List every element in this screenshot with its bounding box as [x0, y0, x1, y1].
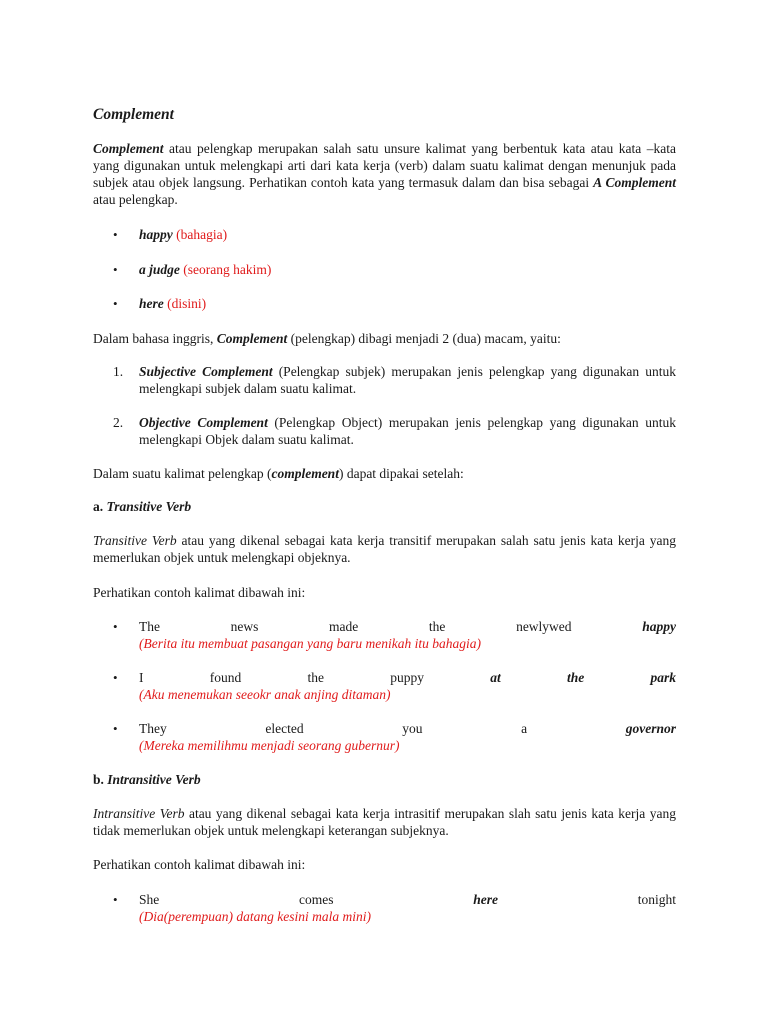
bullet-icon: • [113, 670, 118, 685]
section-letter: b. [93, 772, 108, 787]
sentence-line [139, 891, 676, 908]
bullet-icon: • [113, 262, 118, 277]
example-sentence [139, 618, 676, 652]
example-word: a judge [139, 262, 180, 277]
section-heading-transitive [93, 498, 676, 515]
intransitive-definition [93, 805, 676, 839]
sentence-word: a [521, 721, 528, 736]
bullet-icon: • [113, 619, 118, 634]
section-heading-intransitive [93, 771, 676, 788]
sentence-word: puppy [390, 670, 424, 685]
bullet-icon: • [113, 296, 118, 311]
intro-text-2: atau pelengkap. [93, 192, 178, 207]
complement-word: the [566, 670, 585, 685]
sentence-word: you [402, 721, 423, 736]
section-title: Intransitive Verb [107, 772, 201, 787]
sentence-line [139, 618, 676, 635]
usage-term: complement [271, 466, 339, 481]
example-translation: (seorang hakim) [179, 262, 272, 277]
example-item [139, 226, 676, 243]
bullet-icon: • [113, 721, 118, 736]
division-text-1: Dalam bahasa inggris, [93, 331, 217, 346]
list-item [139, 414, 676, 448]
division-term: Complement [216, 331, 288, 346]
sentence-line [139, 669, 676, 686]
list-item [139, 363, 676, 397]
sentence-word: made [329, 619, 359, 634]
sentence-word: found [209, 670, 242, 685]
sentence-word: news [230, 619, 259, 634]
intro-text-1: atau pelengkap merupakan salah satu unsure kalimat yang berbentuk kata atau kata –kata yang digunakan untuk melengkapi arti dari kata kerja (verb) dalam suatu kalimat dengan menunjuk pada subjek atau objek langsung. Perhatikan contoh kata yang termasuk dalam dan bisa sebagai [93, 141, 676, 190]
example-sentence [139, 720, 676, 754]
example-translation: (disini) [163, 296, 207, 311]
complement-word: park [650, 670, 676, 685]
sentence-word: tonight [637, 892, 676, 907]
example-sentence [139, 891, 676, 925]
example-sentence [139, 669, 676, 703]
example-prompt: Perhatikan contoh kalimat dibawah ini: [93, 585, 306, 600]
example-item [139, 261, 676, 278]
list-number: 2. [113, 415, 124, 430]
usage-paragraph [93, 465, 676, 482]
sentence-translation: (Berita itu membuat pasangan yang baru menikah itu bahagia) [139, 636, 481, 651]
sentence-translation: (Dia(perempuan) datang kesini mala mini) [139, 909, 371, 924]
sentence-word: The [139, 619, 160, 634]
sentence-word: She [139, 892, 160, 907]
example-translation: (bahagia) [172, 227, 228, 242]
intro-paragraph [93, 140, 676, 208]
definition-term: Intransitive Verb [93, 806, 185, 821]
sentence-word: They [139, 721, 167, 736]
type-text: (Pelengkap subjek) merupakan jenis pelengkap yang digunakan untuk melengkapi subjek dalam suatu kalimat. [139, 364, 676, 396]
definition-term: Transitive Verb [93, 533, 177, 548]
sentence-word: the [307, 670, 324, 685]
sentence-translation: (Mereka memilihmu menjadi seorang gubernur) [139, 738, 400, 753]
complement-word: happy [642, 619, 676, 634]
list-number: 1. [113, 364, 124, 379]
bullet-icon: • [113, 892, 118, 907]
sentence-word: elected [265, 721, 304, 736]
definition-text: atau yang dikenal sebagai kata kerja transitif merupakan salah satu jenis kata kerja yang memerlukan objek untuk melengkapi objeknya. [93, 533, 676, 565]
sentence-word: I [139, 670, 144, 685]
bullet-icon: • [113, 227, 118, 242]
transitive-definition [93, 532, 676, 566]
sentence-translation: (Aku menemukan seeokr anak anjing ditaman) [139, 687, 391, 702]
type-term: Objective Complement [139, 415, 268, 430]
example-item [139, 295, 676, 312]
type-text: (Pelengkap Object) merupakan jenis pelengkap yang digunakan untuk melengkapi Objek dalam suatu kalimat. [139, 415, 677, 447]
intro-term: Complement [93, 141, 164, 156]
page-title: Complement [93, 106, 174, 123]
usage-text-2: ) dapat dipakai setelah: [338, 466, 464, 481]
section-letter: a. [93, 499, 107, 514]
sentence-word: newlywed [516, 619, 572, 634]
example-word: here [139, 296, 164, 311]
example-prompt: Perhatikan contoh kalimat dibawah ini: [93, 857, 306, 872]
complement-word: governor [625, 721, 676, 736]
sentence-line [139, 720, 676, 737]
complement-word: at [490, 670, 501, 685]
sentence-word: the [428, 619, 446, 634]
example-word: happy [139, 227, 173, 242]
intro-term-2: A Complement [593, 175, 677, 190]
sentence-word: comes [298, 892, 334, 907]
section-title: Transitive Verb [106, 499, 192, 514]
division-paragraph [93, 330, 676, 347]
definition-text: atau yang dikenal sebagai kata kerja intrasitif merupakan slah satu jenis kata kerja yang tidak memerlukan objek untuk melengkapi keterangan subjeknya. [93, 806, 676, 838]
complement-word: here [473, 892, 498, 907]
division-text-2: (pelengkap) dibagi menjadi 2 (dua) macam, yaitu: [287, 331, 561, 346]
type-term: Subjective Complement [139, 364, 273, 379]
usage-text-1: Dalam suatu kalimat pelengkap ( [93, 466, 272, 481]
